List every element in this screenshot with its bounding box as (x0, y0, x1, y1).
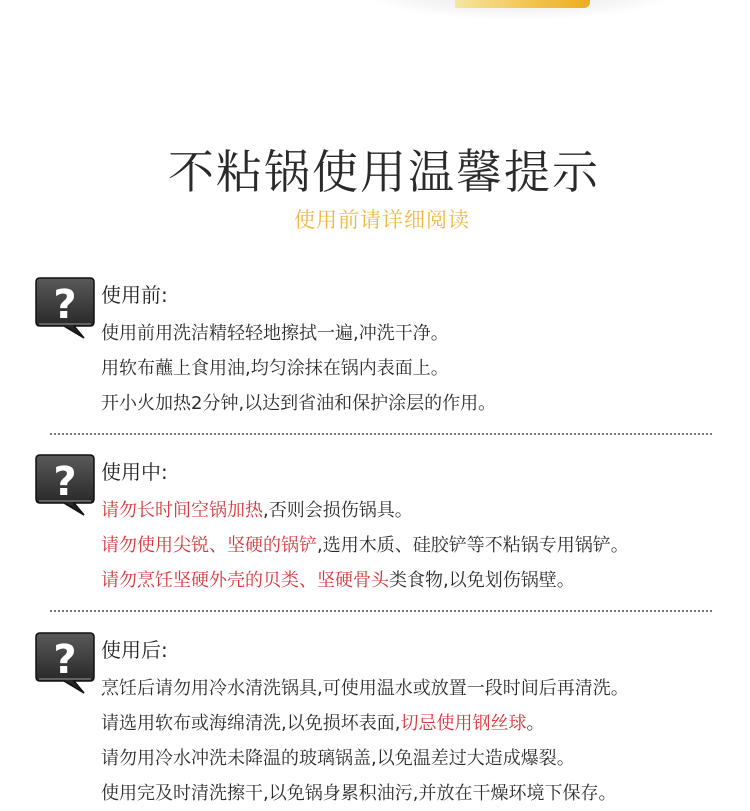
tip-line: 烹饪后请勿用冷水清洗锅具,可使用温水或放置一段时间后再清洗。 (101, 678, 629, 699)
page-subtitle: 使用前请详细阅读 (294, 208, 470, 232)
svg-text:?: ? (53, 637, 77, 683)
tip-line: 请勿长时间空锅加热,否则会损伤锅具。 (101, 500, 413, 521)
tip-line: 请勿用冷水冲洗未降温的玻璃锅盖,以免温差过大造成爆裂。 (101, 748, 575, 769)
warning-text: 请勿长时间空锅加热 (101, 500, 263, 521)
tip-line: 用软布蘸上食用油,均匀涂抹在锅内表面上。 (101, 358, 449, 379)
tip-line: 请选用软布或海绵清洗,以免损坏表面,切忌使用钢丝球。 (101, 713, 545, 734)
dotted-divider (50, 610, 712, 612)
tip-line: 使用完及时清洗擦干,以免锅身累积油污,并放在干燥环境下保存。 (101, 783, 617, 804)
question-bubble-icon (34, 631, 96, 697)
tip-line: 开小火加热2分钟,以达到省油和保护涂层的作用。 (101, 393, 497, 414)
warning-text: 请勿烹饪坚硬外壳的贝类、坚硬骨头 (101, 570, 389, 591)
product-edge (455, 0, 590, 8)
svg-text:?: ? (53, 459, 77, 505)
tip-line: 使用前用洗洁精轻轻地擦拭一遍,冲洗干净。 (101, 323, 449, 344)
dotted-divider (50, 433, 712, 435)
warning-text: 切忌使用钢丝球 (400, 713, 527, 734)
page-title: 不粘锅使用温馨提示 (168, 145, 600, 199)
section-heading: 使用前: (101, 283, 168, 307)
question-bubble-icon (34, 453, 96, 519)
tip-line: 请勿使用尖锐、坚硬的锅铲,选用木质、硅胶铲等不粘锅专用锅铲。 (101, 535, 629, 556)
tip-line: 请勿烹饪坚硬外壳的贝类、坚硬骨头类食物,以免划伤锅壁。 (101, 570, 575, 591)
section-heading: 使用中: (101, 460, 168, 484)
section-heading: 使用后: (101, 638, 168, 662)
question-bubble-icon (34, 276, 96, 342)
warning-text: 请勿使用尖锐、坚硬的锅铲 (101, 535, 317, 556)
svg-text:?: ? (53, 282, 77, 328)
